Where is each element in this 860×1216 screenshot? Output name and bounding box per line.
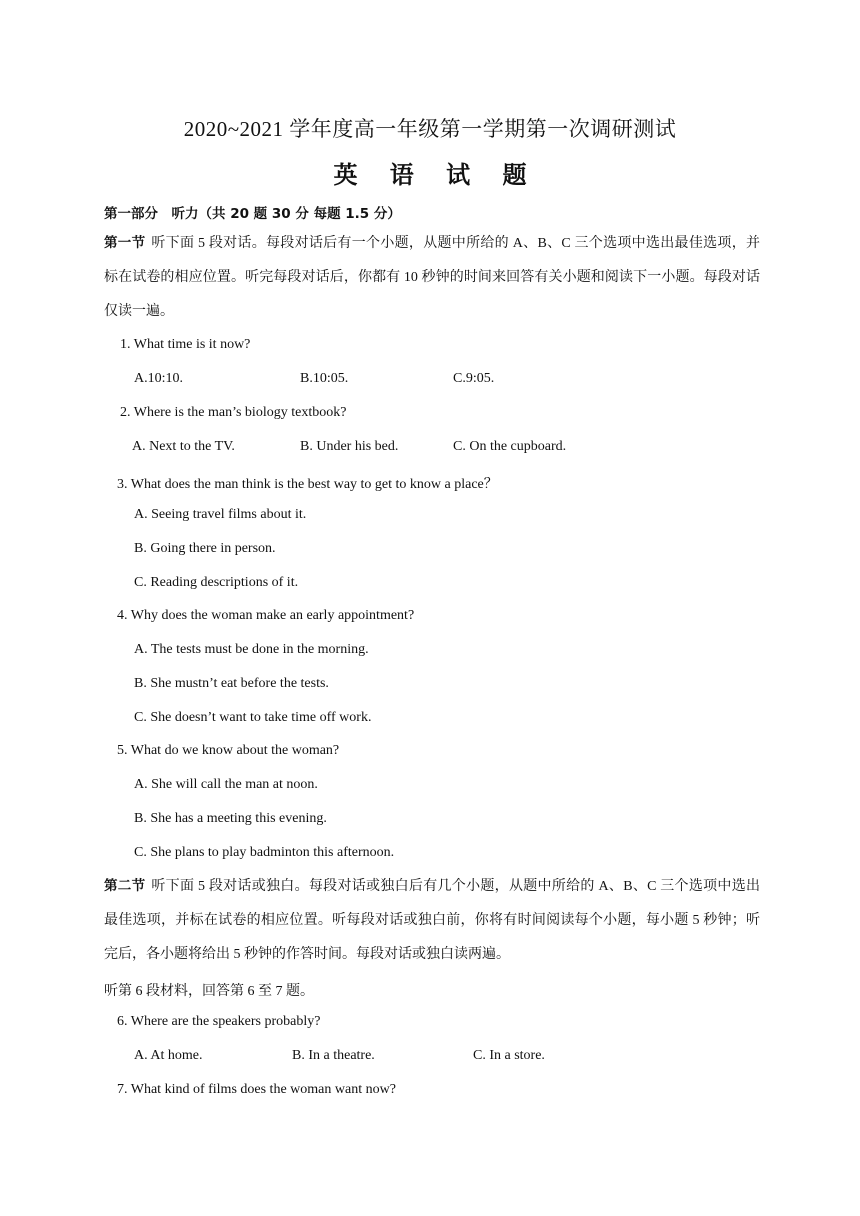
q6-stem: 6. Where are the speakers probably? [117, 1014, 321, 1029]
q4-option-b: B. She mustn’t eat before the tests. [134, 676, 329, 691]
q4-option-a: A. The tests must be done in the morning. [134, 642, 369, 657]
q1-stem: 1. What time is it now? [120, 337, 251, 352]
q5-stem: 5. What do we know about the woman? [117, 743, 340, 758]
part1-heading: 第一部分 听力（共 20 题 30 分 每题 1.5 分） [104, 206, 401, 222]
q3-option-b: B. Going there in person. [134, 541, 276, 556]
material6-note: 听第 6 段材料，回答第 6 至 7 题。 [104, 984, 314, 999]
q2-option-c: C. On the cupboard. [453, 439, 567, 454]
q4-stem: 4. Why does the woman make an early appointment? [117, 608, 415, 623]
section2-instructions [104, 869, 760, 972]
q1-option-c: C.9:05. [453, 371, 495, 386]
q7-stem: 7. What kind of films does the woman want now? [117, 1082, 396, 1097]
q5-option-c: C. She plans to play badminton this afternoon. [134, 845, 395, 860]
q3-stem: 3. What does the man think is the best way to get to know a place？ [117, 477, 498, 492]
q2-stem: 2. Where is the man’s biology textbook? [120, 405, 347, 420]
q2-option-b: B. Under his bed. [300, 439, 399, 454]
q6-option-a: A. At home. [134, 1048, 203, 1063]
q1-option-b: B.10:05. [300, 371, 349, 386]
q5-option-b: B. She has a meeting this evening. [134, 811, 327, 826]
q1-option-a: A.10:10. [134, 371, 183, 386]
q5-option-a: A. She will call the man at noon. [134, 777, 318, 792]
q4-option-c: C. She doesn’t want to take time off work. [134, 710, 372, 725]
section1-text: 听下面 5 段对话。每段对话后有一个小题，从题中所给的 A、B、C 三个选项中选出最佳选项，并标在试卷的相应位置。听完每段对话后，你都有 10 秒钟的时间来回答有关小题和阅读下一小题。每段对话仅读一遍。 [104, 236, 760, 319]
q3-option-c: C. Reading descriptions of it. [134, 575, 299, 590]
section1-instructions [104, 226, 760, 329]
q3-option-a: A. Seeing travel films about it. [134, 507, 307, 522]
exam-title: 2020~2021 学年度高一年级第一学期第一次调研测试 [183, 117, 677, 141]
q6-option-b: B. In a theatre. [292, 1048, 375, 1063]
q6-option-c: C. In a store. [473, 1048, 545, 1063]
section1-label: 第一节 [104, 235, 146, 251]
section2-label: 第二节 [104, 878, 146, 894]
exam-subject: 英 语 试 题 [333, 161, 539, 189]
section2-text: 听下面 5 段对话或独白。每段对话或独白后有几个小题，从题中所给的 A、B、C 三个选项中选出最佳选项，并标在试卷的相应位置。听每段对话或独白前，你将有时间阅读每个小题，每小题 5 秒钟；听完后，各小题将给出 5 秒钟的作答时间。每段对话或独白读两遍。 [104, 879, 760, 962]
q2-option-a: A. Next to the TV. [132, 439, 235, 454]
